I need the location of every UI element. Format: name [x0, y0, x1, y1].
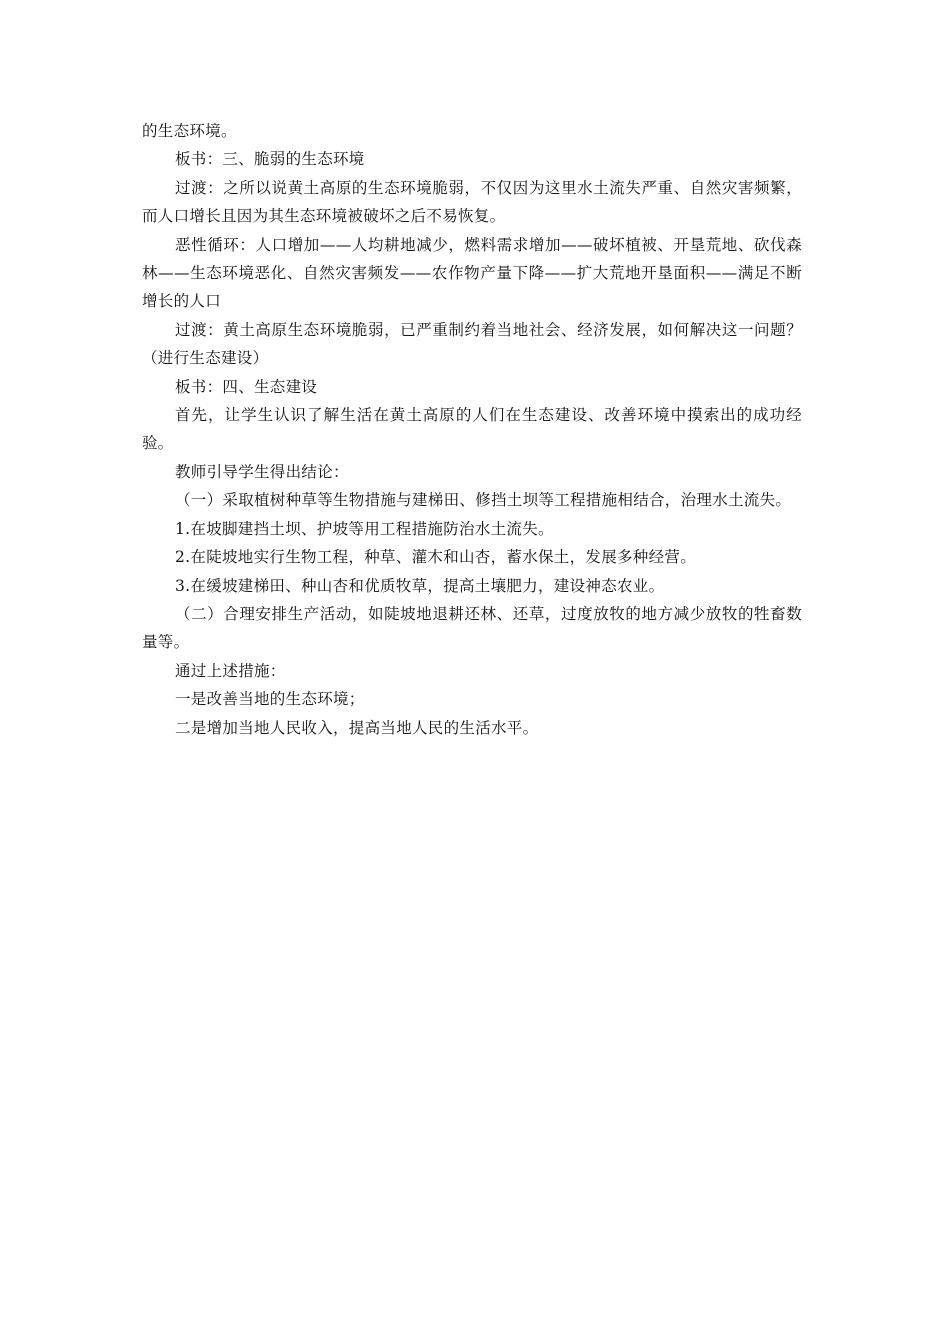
blackboard-heading-3: 板书：三、脆弱的生态环境: [175, 150, 365, 169]
vicious-cycle-paragraph: 恶性循环：人口增加——人均耕地减少，燃料需求增加——破坏植被、开垦荒地、砍伐森林——生态环境恶化、自然灾害频发——农作物产量下降——扩大荒地开垦面积——满足不断增长的人口: [142, 235, 802, 311]
measure-1: （一）采取植树种草等生物措施与建梯田、修挡土坝等工程措施相结合，治理水土流失。: [175, 491, 792, 510]
blackboard-heading-4: 板书：四、生态建设: [175, 377, 318, 396]
measure-2: （二）合理安排生产活动，如陡坡地退耕还林、还草，过度放牧的地方减少放牧的牲畜数量等。: [142, 604, 802, 652]
transition-paragraph-1: 过渡：之所以说黄土高原的生态环境脆弱，不仅因为这里水土流失严重、自然灾害频繁，而人口增长且因为其生态环境被破坏之后不易恢复。: [142, 178, 802, 226]
measure-1-item-2: 2.在陡坡地实行生物工程，种草、灌木和山杏，蓄水保土，发展多种经营。: [175, 548, 696, 567]
paragraph-continuation: 的生态环境。: [142, 122, 237, 140]
intro-paragraph: 首先，让学生认识了解生活在黄土高原的人们在生态建设、改善环境中摸索出的成功经验。: [142, 406, 802, 453]
result-lead: 通过上述措施：: [175, 661, 286, 680]
result-1: 一是改善当地的生态环境；: [175, 690, 365, 709]
measure-1-item-1: 1.在坡脚建挡土坝、护坡等用工程措施防治水土流失。: [175, 519, 554, 538]
measure-1-item-3: 3.在缓坡建梯田、种山杏和优质牧草，提高土壤肥力，建设神态农业。: [175, 576, 665, 595]
result-2: 二是增加当地人民收入，提高当地人民的生活水平。: [175, 718, 539, 737]
conclusion-lead: 教师引导学生得出结论：: [175, 462, 349, 481]
transition-paragraph-2: 过渡：黄土高原生态环境脆弱，已严重制约着当地社会、经济发展，如何解决这一问题？（进行生态建设）: [142, 320, 802, 368]
document-body: [142, 117, 802, 742]
